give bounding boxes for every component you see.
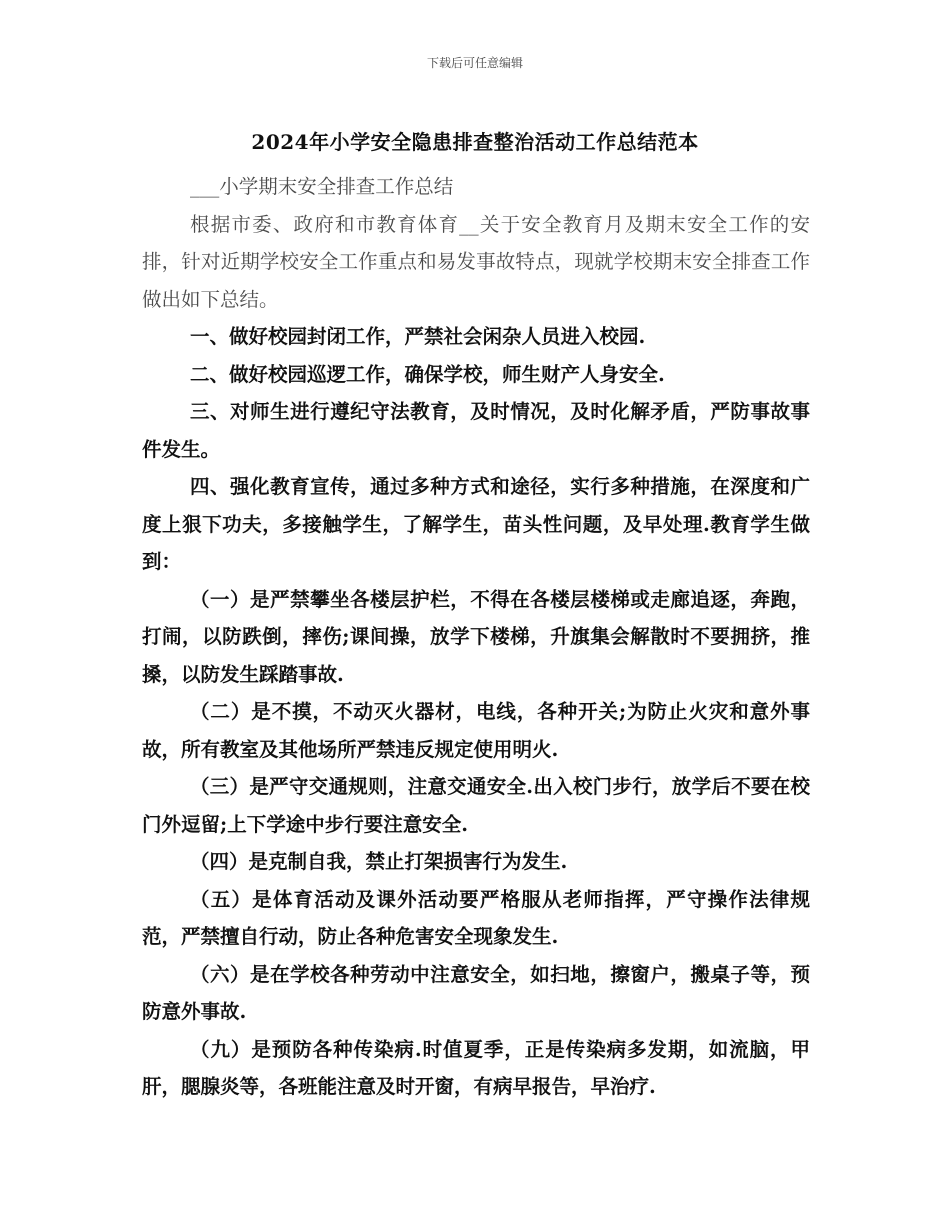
body-paragraph: 三、对师生进行遵纪守法教育，及时情况，及时化解矛盾，严防事故事件发生。: [142, 400, 810, 461]
page-header-note: 下载后可任意编辑: [426, 56, 523, 70]
body-paragraph: （六）是在学校各种劳动中注意安全，如扫地，擦窗户，搬桌子等，预防意外事故.: [142, 962, 810, 1023]
body-paragraph: （一）是严禁攀坐各楼层护栏，不得在各楼层楼梯或走廊追逐，奔跑，打闹，以防跌倒，摔伤;课间操，放学下楼梯，升旗集会解散时不要拥挤，推搡，以防发生踩踏事故.: [142, 587, 810, 686]
body-paragraph: （二）是不摸，不动灭火器材，电线，各种开关;为防止火灾和意外事故，所有教室及其他场所严禁违反规定使用明火.: [142, 700, 810, 761]
body-paragraph: 一、做好校园封闭工作，严禁社会闲杂人员进入校园.: [190, 325, 646, 348]
body-paragraph: 二、做好校园巡逻工作，确保学校，师生财产人身安全.: [190, 362, 665, 386]
body-paragraph: 四、强化教育宣传，通过多种方式和途径，实行多种措施，在深度和广度上狠下功夫，多接触学生，了解学生，苗头性问题，及早处理.教育学生做到：: [142, 475, 810, 573]
document-title: 2024年小学安全隐患排查整治活动工作总结范本: [251, 130, 699, 154]
body-paragraph: 根据市委、政府和市教育体育__关于安全教育月及期末安全工作的安排，针对近期学校安全工作重点和易发事故特点，现就学校期末安全排查工作做出如下总结。: [142, 212, 810, 311]
body-paragraph: （五）是体育活动及课外活动要严格服从老师指挥，严守操作法律规范，严禁擅自行动，防止各种危害安全现象发生.: [142, 887, 810, 948]
body-paragraph: （九）是预防各种传染病.时值夏季，正是传染病多发期，如流脑，甲肝，腮腺炎等，各班能注意及时开窗，有病早报告，早治疗.: [142, 1037, 810, 1098]
body-paragraph: （三）是严守交通规则，注意交通安全.出入校门步行，放学后不要在校门外逗留;上下学途中步行要注意安全.: [142, 775, 810, 836]
body-paragraph: （四）是克制自我，禁止打架损害行为发生.: [190, 850, 568, 873]
body-paragraph: ___小学期末安全排查工作总结: [190, 175, 454, 198]
document-body: [142, 168, 810, 1106]
